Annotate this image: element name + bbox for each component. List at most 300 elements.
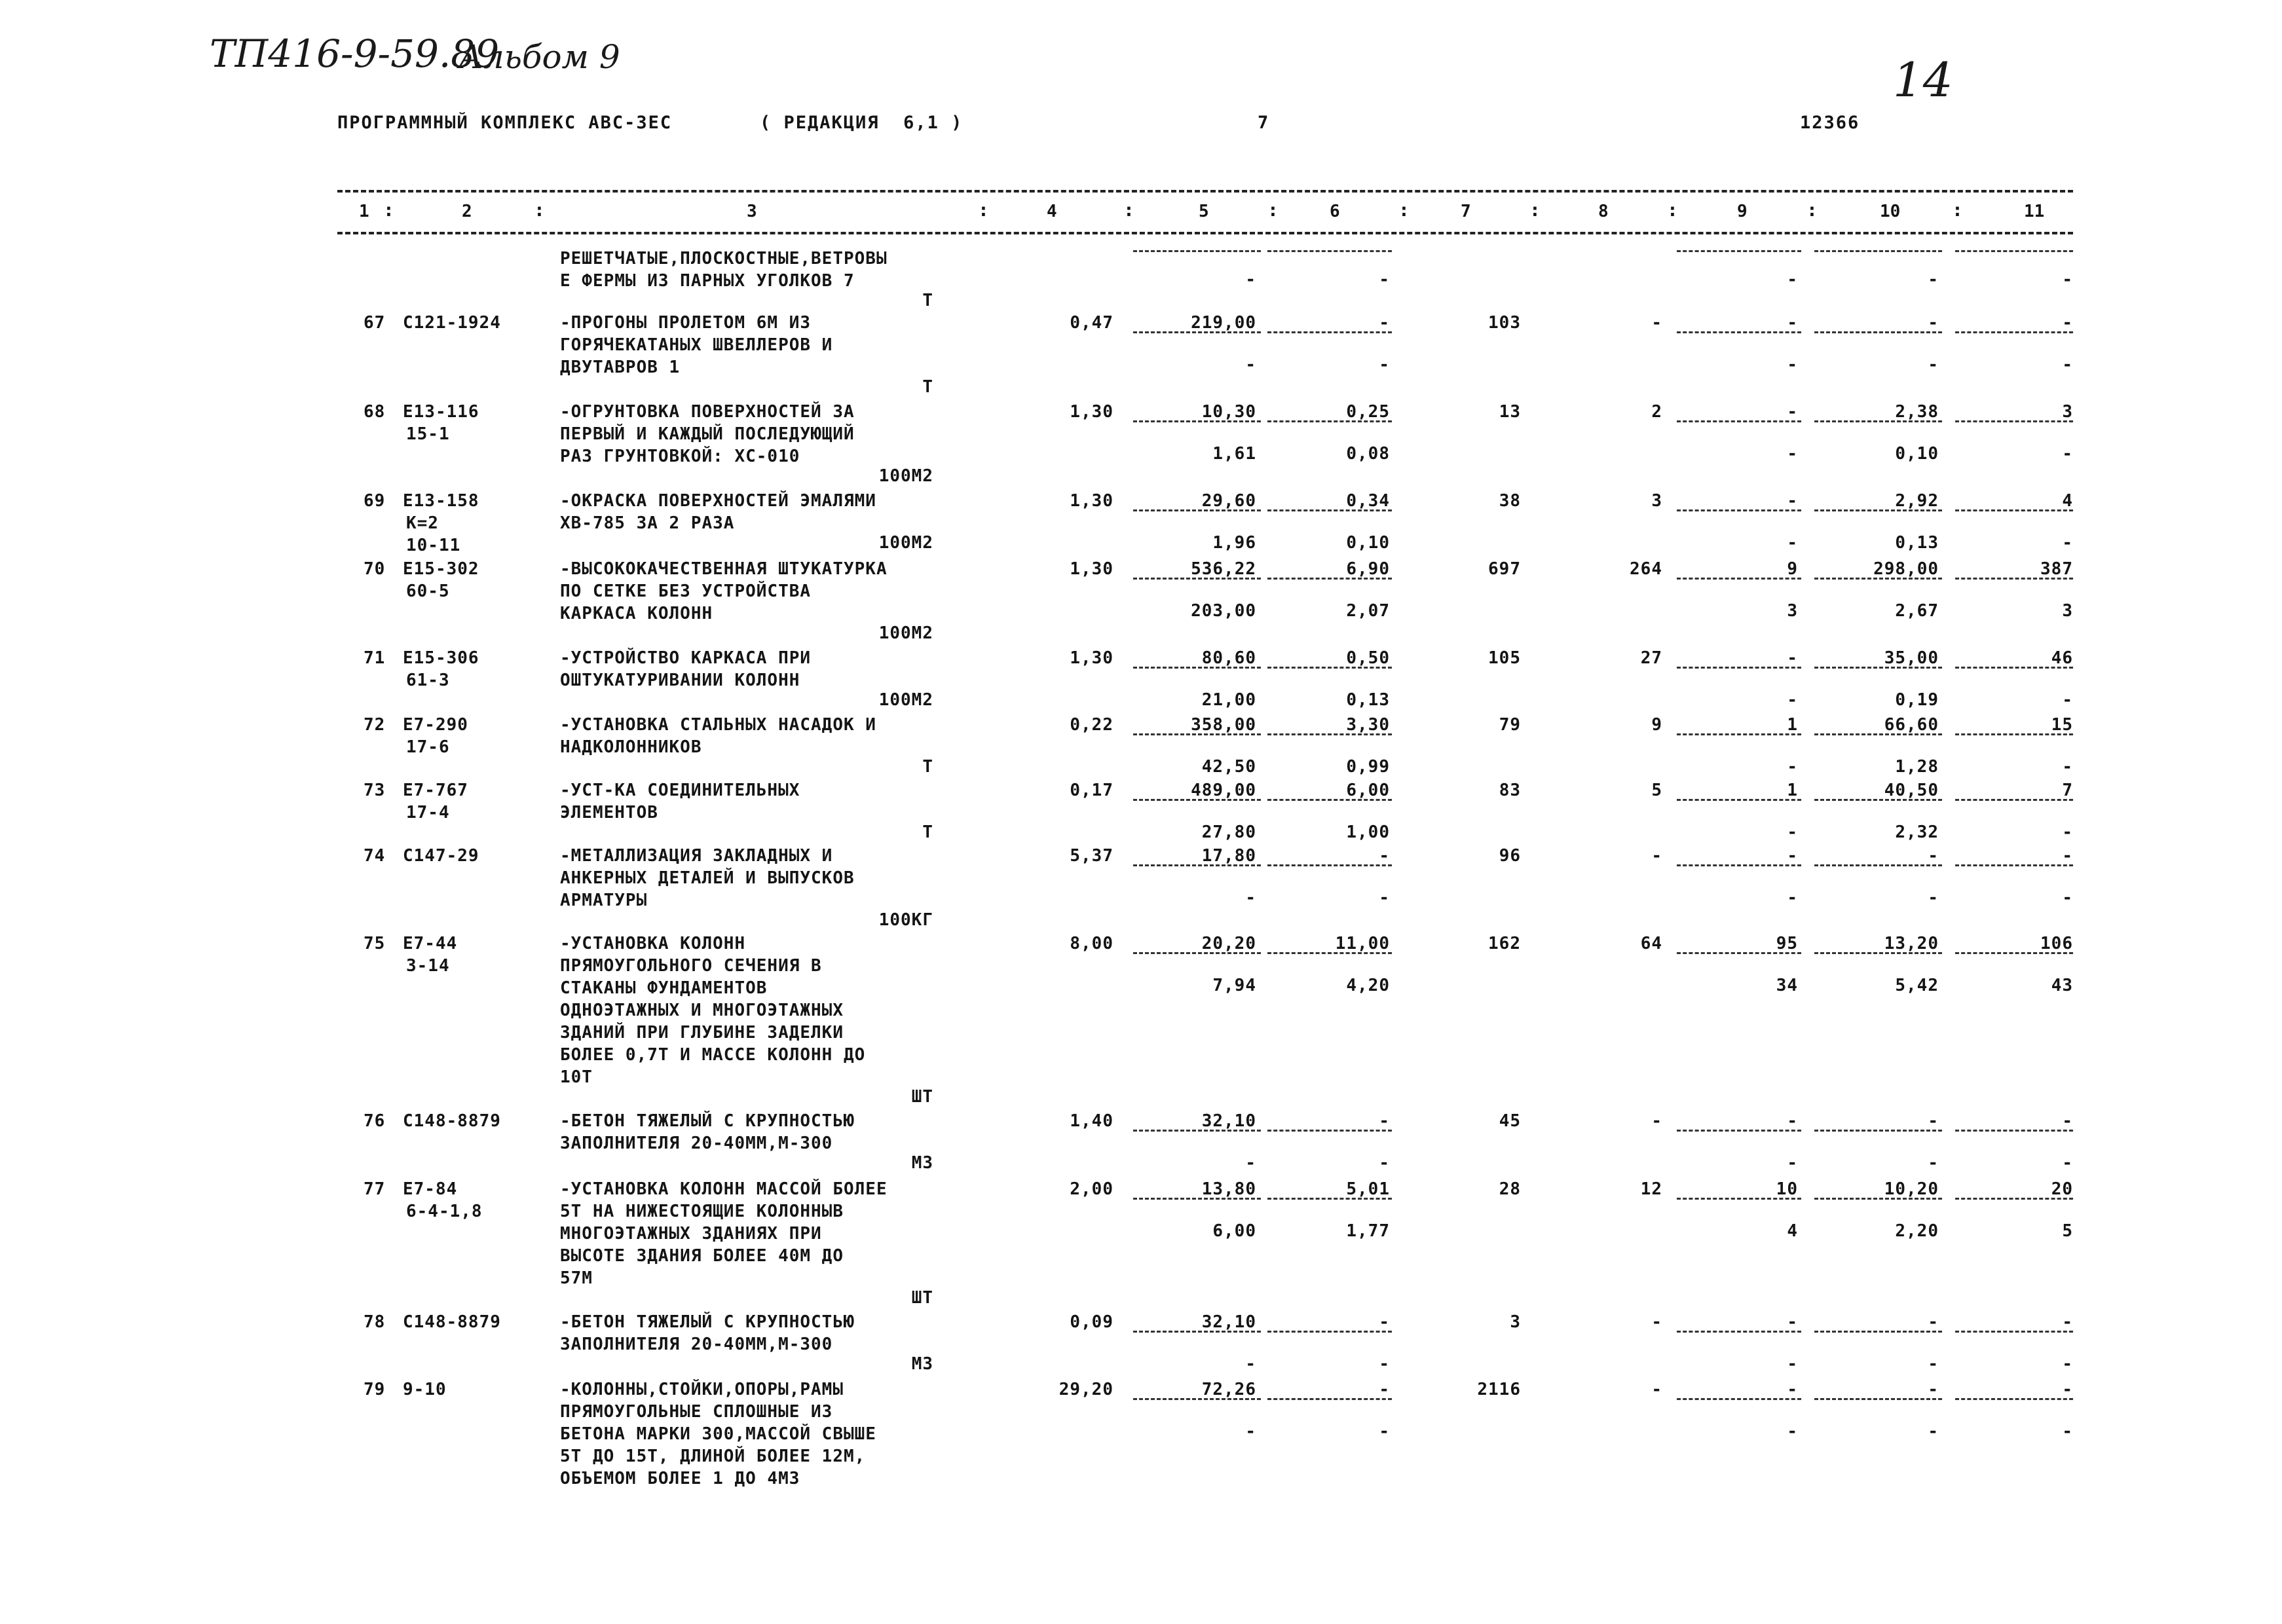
lower-value-col10: -: [1928, 270, 1939, 289]
cell-divider: [1677, 667, 1801, 669]
lower-value-col5: 1,61: [1212, 444, 1256, 464]
value-col8: -: [1651, 1380, 1662, 1399]
column-separator: :: [1398, 199, 1410, 221]
lower-value-col11: 5: [2062, 1221, 2073, 1241]
value-col6: 3,30: [1346, 715, 1390, 735]
cell-divider: [1955, 578, 2073, 580]
value-col5: 358,00: [1191, 715, 1256, 735]
value-col8: 3: [1651, 491, 1662, 511]
value-col10: -: [1928, 1111, 1939, 1131]
value-col10: 2,92: [1895, 491, 1939, 511]
lower-value-col6: 0,13: [1346, 690, 1390, 710]
work-description: ЭЛЕМЕНТОВ: [560, 803, 658, 822]
value-col9: 1: [1787, 781, 1798, 800]
lower-value-col9: -: [1787, 533, 1798, 553]
lower-value-col10: -: [1928, 355, 1939, 375]
value-col9: 10: [1776, 1179, 1798, 1199]
cell-divider: [1267, 799, 1392, 801]
lower-value-col9: -: [1787, 444, 1798, 464]
work-description: ЗАПОЛНИТЕЛЯ 20-40ММ,М-300: [560, 1335, 833, 1354]
sheet-number: 7: [1258, 113, 1270, 133]
lower-value-col9: -: [1787, 1354, 1798, 1374]
cell-divider: [1814, 1398, 1942, 1400]
norm-code: Е13-158: [403, 491, 479, 511]
cell-divider: [1677, 799, 1801, 801]
cell-divider: [1955, 952, 2073, 954]
value-col9: -: [1787, 648, 1798, 668]
work-description: -МЕТАЛЛИЗАЦИЯ ЗАКЛАДНЫХ И: [560, 846, 833, 866]
value-col5: 29,60: [1201, 491, 1256, 511]
work-description: -БЕТОН ТЯЖЕЛЫЙ С КРУПНОСТЬЮ: [560, 1312, 855, 1332]
lower-value-col5: 6,00: [1212, 1221, 1256, 1241]
norm-code: 3-14: [406, 956, 450, 976]
value-col5: 219,00: [1191, 313, 1256, 333]
lower-value-col9: -: [1787, 888, 1798, 908]
lower-value-col5: -: [1245, 1153, 1256, 1173]
cell-divider: [1955, 1130, 2073, 1132]
work-description: -УСТАНОВКА КОЛОНН МАССОЙ БОЛЕЕ: [560, 1179, 888, 1199]
row-number: 76: [364, 1111, 386, 1131]
work-description: НАДКОЛОННИКОВ: [560, 737, 702, 757]
lower-value-col10: 2,32: [1895, 822, 1939, 842]
lower-value-col6: 0,10: [1346, 533, 1390, 553]
work-description: КАРКАСА КОЛОНН: [560, 604, 713, 623]
value-col7: 38: [1499, 491, 1521, 511]
work-description: -КОЛОННЫ,СТОЙКИ,ОПОРЫ,РАМЫ: [560, 1380, 844, 1399]
lower-value-col9: -: [1787, 355, 1798, 375]
value-col6: 6,00: [1346, 781, 1390, 800]
work-description: ДВУТАВРОВ 1: [560, 358, 681, 377]
cell-divider: [1814, 667, 1942, 669]
value-col6: -: [1379, 1380, 1390, 1399]
cell-divider: [1133, 331, 1261, 333]
value-col6: 6,90: [1346, 559, 1390, 579]
unit-of-measure: Т: [922, 757, 933, 777]
value-col8: -: [1651, 846, 1662, 866]
cell-divider: [1814, 509, 1942, 511]
work-description: -УСТАНОВКА СТАЛЬНЫХ НАСАДОК И: [560, 715, 876, 735]
cell-divider: [1677, 509, 1801, 511]
work-description: ПРЯМОУГОЛЬНЫЕ СПЛОШНЫЕ ИЗ: [560, 1402, 833, 1422]
lower-value-col5: -: [1245, 1354, 1256, 1374]
unit-of-measure: 100М2: [878, 690, 933, 710]
value-col8: 264: [1630, 559, 1662, 579]
lower-value-col9: -: [1787, 822, 1798, 842]
value-col6: 0,25: [1346, 402, 1390, 422]
work-description: -ПРОГОНЫ ПРОЛЕТОМ 6М ИЗ: [560, 313, 812, 333]
value-col4: 0,09: [1070, 1312, 1113, 1332]
cell-divider: [1267, 733, 1392, 735]
cell-divider: [1677, 1198, 1801, 1200]
value-col11: 106: [2040, 934, 2073, 953]
value-col5: 80,60: [1201, 648, 1256, 668]
work-description: ПЕРВЫЙ И КАЖДЫЙ ПОСЛЕДУЮЩИЙ: [560, 424, 855, 444]
value-col4: 29,20: [1058, 1380, 1113, 1399]
work-description: -УСТ-КА СОЕДИНИТЕЛЬНЫХ: [560, 781, 800, 800]
lower-value-col10: -: [1928, 1153, 1939, 1173]
value-col8: 64: [1640, 934, 1662, 953]
cell-divider: [1955, 250, 2073, 252]
column-number: 11: [2024, 202, 2045, 221]
lower-value-col10: -: [1928, 1354, 1939, 1374]
value-col7: 28: [1499, 1179, 1521, 1199]
value-col10: 10,20: [1884, 1179, 1939, 1199]
lower-value-col5: 27,80: [1201, 822, 1256, 842]
cell-divider: [1677, 1398, 1801, 1400]
norm-code: С148-8879: [403, 1312, 501, 1332]
lower-value-col6: 0,08: [1346, 444, 1390, 464]
lower-value-col5: 7,94: [1212, 976, 1256, 995]
work-description: БЕТОНА МАРКИ 300,МАССОЙ СВЫШЕ: [560, 1424, 876, 1444]
cell-divider: [1814, 1130, 1942, 1132]
work-description: ОБЪЕМОМ БОЛЕЕ 1 ДО 4М3: [560, 1469, 800, 1488]
cell-divider: [1955, 799, 2073, 801]
value-col8: -: [1651, 313, 1662, 333]
column-number: 10: [1880, 202, 1901, 221]
value-col11: 4: [2062, 491, 2073, 511]
work-description: МНОГОЭТАЖНЫХ ЗДАНИЯХ ПРИ: [560, 1224, 822, 1244]
column-number: 5: [1199, 202, 1209, 221]
row-number: 78: [364, 1312, 386, 1332]
norm-code: Е13-116: [403, 402, 479, 422]
work-description: ПРЯМОУГОЛЬНОГО СЕЧЕНИЯ В: [560, 956, 822, 976]
value-col11: 20: [2051, 1179, 2073, 1199]
lower-value-col9: 3: [1787, 601, 1798, 621]
lower-value-col5: 42,50: [1201, 757, 1256, 777]
unit-of-measure: ШТ: [911, 1087, 933, 1107]
value-col7: 162: [1488, 934, 1521, 953]
value-col5: 20,20: [1201, 934, 1256, 953]
value-col4: 1,30: [1070, 491, 1113, 511]
column-separator: :: [534, 199, 545, 221]
table-top-rule: [337, 190, 2073, 193]
value-col7: 79: [1499, 715, 1521, 735]
work-description: 10Т: [560, 1067, 593, 1087]
value-col11: -: [2062, 846, 2073, 866]
cell-divider: [1955, 1198, 2073, 1200]
cell-divider: [1677, 952, 1801, 954]
cell-divider: [1267, 864, 1392, 866]
unit-of-measure: 100М2: [878, 466, 933, 486]
lower-value-col11: 43: [2051, 976, 2073, 995]
lower-value-col10: -: [1928, 1422, 1939, 1441]
cell-divider: [1133, 733, 1261, 735]
column-separator: :: [1267, 199, 1279, 221]
value-col11: -: [2062, 1380, 2073, 1399]
column-separator: :: [978, 199, 989, 221]
column-separator: :: [1806, 199, 1818, 221]
value-col4: 1,30: [1070, 402, 1113, 422]
work-description: ВЫСОТЕ ЗДАНИЯ БОЛЕЕ 40М ДО: [560, 1246, 844, 1266]
unit-of-measure: Т: [922, 822, 933, 842]
cell-divider: [1677, 733, 1801, 735]
cell-divider: [1677, 578, 1801, 580]
value-col9: 95: [1776, 934, 1798, 953]
row-number: 75: [364, 934, 386, 953]
cell-divider: [1133, 578, 1261, 580]
lower-value-col11: -: [2062, 533, 2073, 553]
cell-divider: [1814, 250, 1942, 252]
document-number: 12366: [1800, 113, 1860, 133]
lower-value-col11: -: [2062, 757, 2073, 777]
lower-value-col11: -: [2062, 355, 2073, 375]
norm-code: 6-4-1,8: [406, 1202, 483, 1221]
edition-label: ( РЕДАКЦИЯ 6,1 ): [760, 113, 963, 133]
value-col10: 298,00: [1873, 559, 1939, 579]
cell-divider: [1677, 1130, 1801, 1132]
work-description: ОДНОЭТАЖНЫХ И МНОГОЭТАЖНЫХ: [560, 1001, 844, 1020]
value-col10: -: [1928, 313, 1939, 333]
cell-divider: [1814, 1331, 1942, 1333]
value-col11: -: [2062, 313, 2073, 333]
value-col5: 489,00: [1191, 781, 1256, 800]
value-col10: -: [1928, 846, 1939, 866]
cell-divider: [1267, 1398, 1392, 1400]
row-number: 74: [364, 846, 386, 866]
lower-value-col10: -: [1928, 888, 1939, 908]
column-number: 1: [359, 202, 369, 221]
work-description: 5Т ДО 15Т, ДЛИНОЙ БОЛЕЕ 12М,: [560, 1447, 866, 1466]
row-number: 73: [364, 781, 386, 800]
lower-value-col6: -: [1379, 355, 1390, 375]
work-description: ОШТУКАТУРИВАНИИ КОЛОНН: [560, 671, 800, 690]
column-separator: :: [1667, 199, 1678, 221]
value-col8: 12: [1640, 1179, 1662, 1199]
work-description: -ВЫСОКОКАЧЕСТВЕННАЯ ШТУКАТУРКА: [560, 559, 888, 579]
row-number: 71: [364, 648, 386, 668]
lower-value-col11: -: [2062, 1422, 2073, 1441]
work-description: 5Т НА НИЖЕСТОЯЩИЕ КОЛОННЫВ: [560, 1202, 844, 1221]
column-number: 2: [462, 202, 472, 221]
unit-of-measure: 100КГ: [878, 910, 933, 930]
cell-divider: [1133, 1198, 1261, 1200]
value-col6: -: [1379, 313, 1390, 333]
value-col8: 2: [1651, 402, 1662, 422]
handwritten-doc-code: ТП416-9-59.89: [210, 31, 500, 76]
value-col10: -: [1928, 1312, 1939, 1332]
lower-value-col10: 0,10: [1895, 444, 1939, 464]
lower-value-col9: -: [1787, 270, 1798, 289]
unit-of-measure: Т: [922, 377, 933, 397]
value-col8: -: [1651, 1312, 1662, 1332]
cell-divider: [1133, 420, 1261, 422]
lower-value-col5: -: [1245, 888, 1256, 908]
lower-value-col5: -: [1245, 1422, 1256, 1441]
cell-divider: [1267, 250, 1392, 252]
work-description: ЗАПОЛНИТЕЛЯ 20-40ММ,М-300: [560, 1134, 833, 1153]
cell-divider: [1814, 799, 1942, 801]
cell-divider: [1814, 1198, 1942, 1200]
value-col7: 2116: [1477, 1380, 1521, 1399]
norm-code: К=2: [406, 513, 439, 533]
lower-value-col11: -: [2062, 888, 2073, 908]
value-col5: 10,30: [1201, 402, 1256, 422]
value-col11: -: [2062, 1312, 2073, 1332]
lower-value-col9: 4: [1787, 1221, 1798, 1241]
cell-divider: [1677, 250, 1801, 252]
value-col4: 0,47: [1070, 313, 1113, 333]
lower-value-col11: 3: [2062, 601, 2073, 621]
lower-value-col6: -: [1379, 1153, 1390, 1173]
column-number: 6: [1330, 202, 1340, 221]
cell-divider: [1267, 1130, 1392, 1132]
lower-value-col6: 1,00: [1346, 822, 1390, 842]
norm-code: 60-5: [406, 581, 450, 601]
norm-code: С147-29: [403, 846, 479, 866]
cell-divider: [1133, 250, 1261, 252]
value-col4: 0,17: [1070, 781, 1113, 800]
column-separator: :: [383, 199, 394, 221]
value-col9: -: [1787, 402, 1798, 422]
column-number: 3: [747, 202, 757, 221]
work-description: АНКЕРНЫХ ДЕТАЛЕЙ И ВЫПУСКОВ: [560, 868, 855, 888]
cell-divider: [1955, 509, 2073, 511]
cell-divider: [1133, 799, 1261, 801]
value-col9: 1: [1787, 715, 1798, 735]
unit-of-measure: ШТ: [911, 1288, 933, 1308]
lower-value-col11: -: [2062, 822, 2073, 842]
value-col5: 32,10: [1201, 1312, 1256, 1332]
cell-divider: [1677, 864, 1801, 866]
lower-value-col10: 0,13: [1895, 533, 1939, 553]
column-number: 8: [1598, 202, 1609, 221]
column-number: 7: [1461, 202, 1471, 221]
work-description: -ОГРУНТОВКА ПОВЕРХНОСТЕЙ ЗА: [560, 402, 855, 422]
value-col10: 40,50: [1884, 781, 1939, 800]
value-col9: -: [1787, 491, 1798, 511]
cell-divider: [1133, 667, 1261, 669]
value-col6: -: [1379, 846, 1390, 866]
work-description: РАЗ ГРУНТОВКОЙ: ХС-010: [560, 447, 800, 466]
cell-divider: [1133, 509, 1261, 511]
value-col5: 13,80: [1201, 1179, 1256, 1199]
value-col9: -: [1787, 1111, 1798, 1131]
lower-value-col9: -: [1787, 1153, 1798, 1173]
cell-divider: [1133, 1130, 1261, 1132]
row-number: 79: [364, 1380, 386, 1399]
value-col10: 35,00: [1884, 648, 1939, 668]
cell-divider: [1267, 1331, 1392, 1333]
lower-value-col10: 5,42: [1895, 976, 1939, 995]
cell-divider: [1955, 864, 2073, 866]
unit-of-measure: 100М2: [878, 533, 933, 553]
value-col10: -: [1928, 1380, 1939, 1399]
value-col8: 9: [1651, 715, 1662, 735]
row-number: 77: [364, 1179, 386, 1199]
lower-value-col5: -: [1245, 270, 1256, 289]
norm-code: 17-4: [406, 803, 450, 822]
work-description: ЗДАНИЙ ПРИ ГЛУБИНЕ ЗАДЕЛКИ: [560, 1023, 844, 1043]
cell-divider: [1267, 1198, 1392, 1200]
value-col10: 13,20: [1884, 934, 1939, 953]
norm-code: 10-11: [406, 536, 461, 555]
cell-divider: [1814, 864, 1942, 866]
value-col5: 536,22: [1191, 559, 1256, 579]
cell-divider: [1955, 667, 2073, 669]
lower-value-col9: 34: [1776, 976, 1798, 995]
cell-divider: [1133, 864, 1261, 866]
row-number: 67: [364, 313, 386, 333]
column-number: 9: [1737, 202, 1748, 221]
value-col8: 27: [1640, 648, 1662, 668]
work-description: РЕШЕТЧАТЫЕ,ПЛОСКОСТНЫЕ,ВЕТРОВЫ: [560, 249, 888, 268]
lower-value-col6: 0,99: [1346, 757, 1390, 777]
cell-divider: [1267, 952, 1392, 954]
cell-divider: [1677, 331, 1801, 333]
cell-divider: [1955, 331, 2073, 333]
value-col7: 45: [1499, 1111, 1521, 1131]
norm-code: 61-3: [406, 671, 450, 690]
work-description: ХВ-785 ЗА 2 РАЗА: [560, 513, 735, 533]
value-col6: 11,00: [1335, 934, 1390, 953]
cell-divider: [1133, 1398, 1261, 1400]
lower-value-col11: -: [2062, 444, 2073, 464]
lower-value-col6: 4,20: [1346, 976, 1390, 995]
handwritten-page-number: 14: [1893, 52, 1953, 107]
unit-of-measure: Т: [922, 291, 933, 310]
row-number: 70: [364, 559, 386, 579]
value-col7: 3: [1510, 1312, 1521, 1332]
value-col6: 5,01: [1346, 1179, 1390, 1199]
cell-divider: [1955, 733, 2073, 735]
norm-code: С121-1924: [403, 313, 501, 333]
lower-value-col11: -: [2062, 1153, 2073, 1173]
column-separator: :: [1529, 199, 1541, 221]
lower-value-col5: 1,96: [1212, 533, 1256, 553]
lower-value-col11: -: [2062, 270, 2073, 289]
cell-divider: [1814, 733, 1942, 735]
work-description: -УСТАНОВКА КОЛОНН: [560, 934, 746, 953]
lower-value-col11: -: [2062, 690, 2073, 710]
lower-value-col6: -: [1379, 888, 1390, 908]
value-col8: -: [1651, 1111, 1662, 1131]
value-col4: 0,22: [1070, 715, 1113, 735]
value-col11: -: [2062, 1111, 2073, 1131]
lower-value-col5: 203,00: [1191, 601, 1256, 621]
value-col4: 2,00: [1070, 1179, 1113, 1199]
lower-value-col6: 2,07: [1346, 601, 1390, 621]
cell-divider: [1677, 1331, 1801, 1333]
norm-code: Е15-306: [403, 648, 479, 668]
value-col9: -: [1787, 1312, 1798, 1332]
value-col7: 697: [1488, 559, 1521, 579]
lower-value-col9: -: [1787, 1422, 1798, 1441]
work-description: 57М: [560, 1268, 593, 1288]
norm-code: Е7-44: [403, 934, 458, 953]
row-number: 69: [364, 491, 386, 511]
value-col7: 103: [1488, 313, 1521, 333]
lower-value-col5: -: [1245, 355, 1256, 375]
lower-value-col11: -: [2062, 1354, 2073, 1374]
unit-of-measure: М3: [911, 1153, 933, 1173]
cell-divider: [1267, 578, 1392, 580]
norm-code: 9-10: [403, 1380, 447, 1399]
value-col7: 13: [1499, 402, 1521, 422]
value-col11: 3: [2062, 402, 2073, 422]
cell-divider: [1814, 578, 1942, 580]
lower-value-col10: 1,28: [1895, 757, 1939, 777]
value-col11: 15: [2051, 715, 2073, 735]
lower-value-col10: 2,20: [1895, 1221, 1939, 1241]
norm-code: Е7-290: [403, 715, 468, 735]
cell-divider: [1955, 420, 2073, 422]
cell-divider: [1133, 952, 1261, 954]
handwritten-album: Альбом 9: [458, 38, 620, 76]
value-col5: 72,26: [1201, 1380, 1256, 1399]
value-col4: 1,40: [1070, 1111, 1113, 1131]
value-col9: -: [1787, 1380, 1798, 1399]
norm-code: 15-1: [406, 424, 450, 444]
